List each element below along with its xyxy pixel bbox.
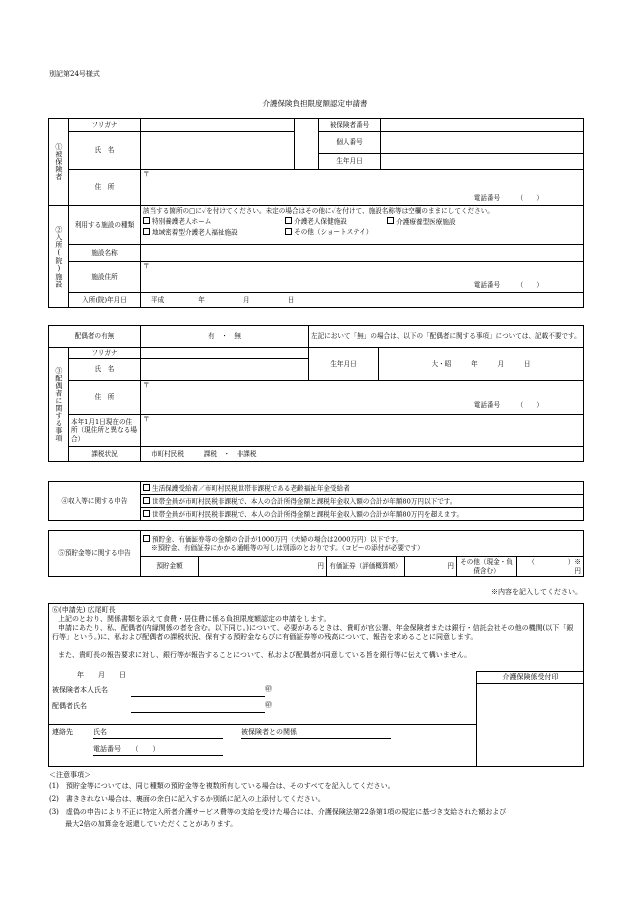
furigana-field[interactable]	[141, 119, 295, 132]
application-p2: 申請にあたり、私、配偶者(内縁関係の者を含む。以下同じ。)について、必要があるときは、貴町が官公署、年金保険者または銀行・信託会社その他の機関(以下「銀行等」という。)に、私および配偶者の課税状況、保有する預貯金ならびに有価証券等の残高について、報告を求めることに同意します。	[52, 624, 574, 641]
spouse-furigana-label: フリガナ	[69, 348, 141, 359]
notes-heading: ＜注意事項＞	[49, 771, 91, 779]
savings-table	[48, 530, 584, 577]
address-label: 住 所	[69, 170, 141, 206]
admission-date-label: 入所(院)年月日	[69, 293, 141, 308]
savings-note: ※内容を記入してください。	[491, 588, 582, 596]
facility-phone-label: 電話番号 （ ）	[473, 280, 543, 289]
name-field[interactable]	[141, 132, 295, 170]
spouse-yes-no[interactable]: 有 ・ 無	[141, 326, 309, 348]
spouse-furigana-field[interactable]	[141, 348, 309, 359]
note-item-1: (1) 預貯金等については、同じ種類の預貯金等を複数所有している場合は、そのすべてを記入してください。	[49, 782, 395, 790]
contact-relation-label: 被保険者との関係	[241, 728, 297, 736]
contact-phone-label: 電話番号 （ ）	[93, 745, 160, 753]
spouse-address-field[interactable]	[141, 381, 584, 415]
facility-type-label: 利用する施設の種類	[69, 206, 141, 245]
jan1-address-field[interactable]: 〒	[141, 415, 584, 447]
tax-field[interactable]: 市町村民税 課税 ・ 非課税	[141, 447, 584, 462]
postal-mark: 〒	[143, 381, 150, 389]
page-title: 介護保険負担限度額認定申請書	[262, 99, 368, 108]
furigana-label: フリガナ	[69, 119, 141, 132]
sec1-label: ①被保険者	[49, 119, 69, 206]
spouse-exist-label: 配偶者の有無	[49, 326, 141, 348]
income-opt-1[interactable]: 生活保護受給者／市町村民税世帯非課税である老齢福祉年金受給者	[141, 482, 584, 495]
postal-mark: 〒	[143, 262, 150, 270]
spouse-birth-label: 生年月日	[309, 348, 379, 381]
form-number: 別記第24号様式	[49, 70, 100, 78]
opt-tokuyou[interactable]: 特別養護老人ホーム	[143, 217, 283, 226]
contact-name-label: 氏名	[93, 728, 107, 736]
seal-mark: ㊞	[265, 685, 272, 693]
spouse-sign-label: 配偶者氏名	[52, 702, 87, 710]
personal-no-label: 個人番号	[319, 132, 381, 154]
tax-label: 課税状況	[69, 447, 141, 462]
spouse-sign-line[interactable]	[131, 712, 265, 713]
address-field[interactable]	[141, 170, 584, 206]
seal-mark: ㊞	[265, 701, 272, 709]
application-p1: 上記のとおり、関係書類を添えて食費・居住費に係る負担限度額認定の申請をします。	[58, 615, 331, 623]
opt-ryouyou[interactable]: 介護療養型医療施設	[387, 218, 455, 226]
spouse-table	[48, 325, 584, 462]
income-opt-2[interactable]: 世帯全員が市町村民税非課税で、本人の合計所得金額と課税年金収入額の合計が年額80万円以下です。	[141, 495, 584, 508]
spouse-name-field[interactable]	[141, 359, 309, 381]
spouse-phone-label: 電話番号 （ ）	[473, 400, 543, 409]
savings-check[interactable]: 預貯金、有価証券等の金額の合計が1000万円（夫婦の場合は2000万円）以下です。 ※預貯金、有価証券にかかる通帳等の写しは別添のとおりです。（コピーの添付が必要です）	[141, 531, 584, 557]
sec5-label: ⑤預貯金等に関する申告	[49, 531, 141, 577]
opt-chiiki[interactable]: 地域密着型介護老人福祉施設	[143, 228, 283, 237]
application-date[interactable]: 年 月 日	[77, 671, 126, 679]
deposit-label: 預貯金額	[141, 557, 199, 577]
opt-roken[interactable]: 介護老人保健施設	[285, 217, 385, 226]
admission-date-field[interactable]: 平成 年 月 日	[141, 293, 584, 308]
other-label: その他（現金・負債含む）	[457, 557, 517, 577]
sec3-label: ③配偶者に関する事項	[49, 348, 69, 462]
facility-address-label: 施設住所	[69, 262, 141, 293]
insured-no-label: 被保険者番号	[319, 119, 381, 132]
opt-other[interactable]: その他（ショートステイ）	[285, 228, 372, 236]
checkbox[interactable]	[285, 228, 292, 235]
facility-instruction: 該当する箇所の□に✓を付けてください。未定の場合はその他に✓を付けて、施設名称等は空欄のままにしてください。	[143, 207, 494, 215]
deposit-field[interactable]: 円	[199, 557, 327, 577]
postal-mark: 〒	[143, 170, 150, 178]
birth-label: 生年月日	[319, 154, 381, 170]
checkbox[interactable]	[143, 228, 150, 235]
receipt-stamp-label: 介護保険係受付印	[477, 672, 584, 684]
securities-label: 有価証券（評価概算額）	[327, 557, 405, 577]
spouse-note: 左記において「無」の場合は、以下の「配偶者に関する事項」については、記載不要です。	[309, 326, 584, 348]
spouse-birth-field[interactable]: 大・昭 年 月 日	[379, 348, 584, 381]
checkbox[interactable]	[143, 217, 150, 224]
birth-field[interactable]	[381, 154, 584, 170]
application-p3: また、貴町長の報告要求に対し、銀行等が報告することについて、私および配偶者が同意している旨を銀行等に伝えて構いません。	[58, 651, 472, 659]
other-field[interactable]: （ ）※ 円	[517, 557, 584, 577]
contact-name-line[interactable]	[93, 738, 223, 739]
spouse-name-label: 氏 名	[69, 359, 141, 381]
checkbox[interactable]	[143, 535, 150, 542]
contact-relation-line[interactable]	[241, 738, 391, 739]
insured-no-field[interactable]	[381, 119, 584, 132]
note-item-3-cont: 最大2倍の加算金を返還していただくことがあります。	[49, 820, 238, 828]
facility-name-label: 施設名称	[69, 245, 141, 262]
sec4-label: ④収入等に関する申告	[49, 482, 141, 521]
applicant-line[interactable]	[131, 696, 265, 697]
note-item-2: (2) 書ききれない場合は、裏面の余白に記入するか別紙に記入の上添付してください。	[49, 795, 325, 803]
facility-address-field[interactable]	[141, 262, 584, 293]
receipt-stamp-box	[476, 671, 584, 767]
applicant-label: 被保険者本人氏名	[52, 686, 108, 694]
phone-label: 電話番号 （ ）	[473, 193, 543, 202]
checkbox[interactable]	[387, 217, 394, 224]
contact-phone-line[interactable]	[93, 755, 223, 756]
name-label: 氏 名	[69, 132, 141, 170]
personal-no-field[interactable]	[381, 132, 584, 154]
securities-field[interactable]: 円	[405, 557, 457, 577]
contact-label: 連絡先	[52, 728, 73, 736]
sec2-label: ②入所(院)施設	[49, 206, 69, 308]
facility-name-field[interactable]	[141, 245, 584, 262]
savings-copy-note: ※預貯金、有価証券にかかる通帳等の写しは別添のとおりです。（コピーの添付が必要です）	[151, 543, 424, 552]
spouse-address-label: 住 所	[69, 381, 141, 415]
insured-facility-table	[48, 118, 584, 308]
application-section	[48, 603, 584, 767]
income-table	[48, 481, 584, 521]
income-opt-3[interactable]: 世帯全員が市町村民税非課税で、本人の合計所得金額と課税年金収入額の合計が年額80万円を超えます。	[141, 508, 584, 521]
checkbox[interactable]	[285, 217, 292, 224]
note-item-3: (3) 虚偽の申告により不正に特定入所者介護サービス費等の支給を受けた場合には、介護保険法第22条第1項の規定に基づき支給された額および	[49, 808, 507, 816]
jan1-address-label: 本年1月1日現在の住所（現住所と異なる場合）	[69, 415, 141, 447]
application-to: ⑥(申請先) 広尾町長	[52, 606, 116, 614]
